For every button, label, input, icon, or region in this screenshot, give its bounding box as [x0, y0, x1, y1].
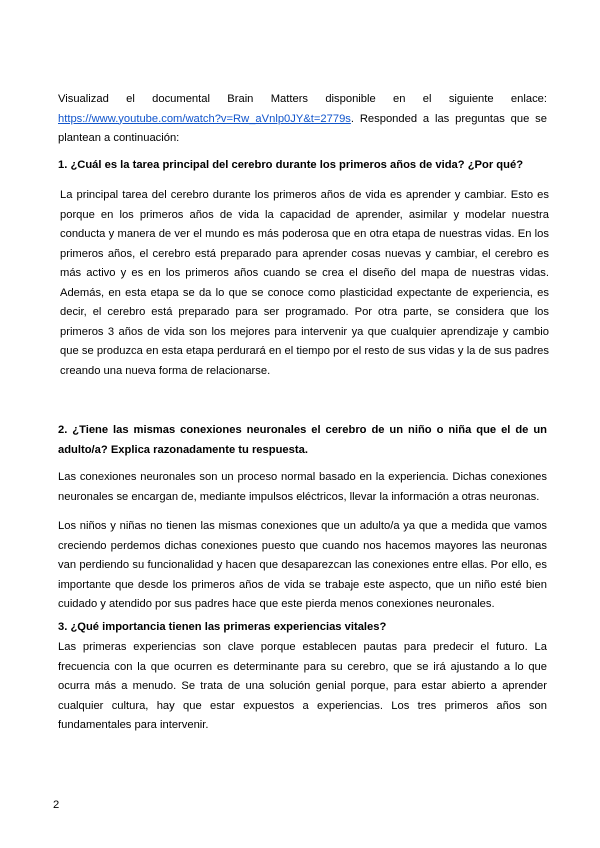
intro-text-before-link: Visualizad el documental Brain Matters disponible en el siguiente enlace: [58, 93, 547, 105]
page-number: 2 [53, 799, 60, 811]
question-1-heading: 1. ¿Cuál es la tarea principal del cerebro durante los primeros años de vida? ¿Por qué? [58, 159, 524, 171]
answer-3-paragraph: Las primeras experiencias son clave porque establecen pautas para predecir el futuro. La frecuencia con la que ocurren es determinante para su cerebro, que se irá ajustando a lo que ocurra más a menudo. Se trata de una solución genial porque, para estar abierto a aprender cualquier cultura, hay que estar expuestos a experiencias. Los tres primeros años son fundamentales para intervenir. [58, 641, 547, 731]
intro-paragraph [58, 90, 547, 149]
answer-2-paragraph-1: Las conexiones neuronales son un proceso normal basado en la experiencia. Dichas conexiones neuronales se encargan de, mediante impulsos eléctricos, llevar la información a otras neuronas. [58, 471, 547, 503]
question-2-heading: 2. ¿Tiene las mismas conexiones neuronales el cerebro de un niño o niña que el de un adulto/a? Explica razonadamente tu respuesta. [58, 424, 547, 456]
answer-2-paragraph-2: Los niños y niñas no tienen las mismas conexiones que un adulto/a ya que a medida que vamos creciendo perdemos dichas conexiones puesto que cuando nos hacemos mayores las neuronas van perdiendo su funcionalidad y hacen que desaparezcan las conexiones entre ellas. Por ello, es importante que desde los primeros años de vida se trabaje este aspecto, que un niño esté bien cuidado y atendido por sus padres hace que este pierda menos conexiones neuronales. [58, 520, 547, 610]
question-3-heading: 3. ¿Qué importancia tienen las primeras experiencias vitales? [58, 621, 387, 633]
answer-1-paragraph: La principal tarea del cerebro durante los primeros años de vida es aprender y cambiar. Esto es porque en los primeros años de vida la capacidad de aprender, asimilar y modelar nuestra conducta y manera de ver el mundo es más poderosa que en otra etapa de nuestras vidas. En los primeros años, el cerebro está preparado para aprender cosas nuevas y cambiar, el cerebro es más activo y es en los primeros años cuando se crea el diseño del mapa de nuestras vidas. Además, en esta etapa se da lo que se conoce como plasticidad expectante de experiencia, es decir, el cerebro está preparado para ser programado. Por otra parte, se considera que los primeros 3 años de vida son los mejores para intervenir ya que cualquier aprendizaje y cambio que se produzca en esta etapa perdurará en el tiempo por el resto de sus vidas y la de sus padres creando una nueva forma de relacionarse. [60, 189, 549, 377]
youtube-link[interactable]: https://www.youtube.com/watch?v=Rw_aVnlp0JY&t=2779s [58, 112, 351, 125]
intro-text-after-link: . Responded a las preguntas que se plantean a continuación: [58, 112, 547, 144]
